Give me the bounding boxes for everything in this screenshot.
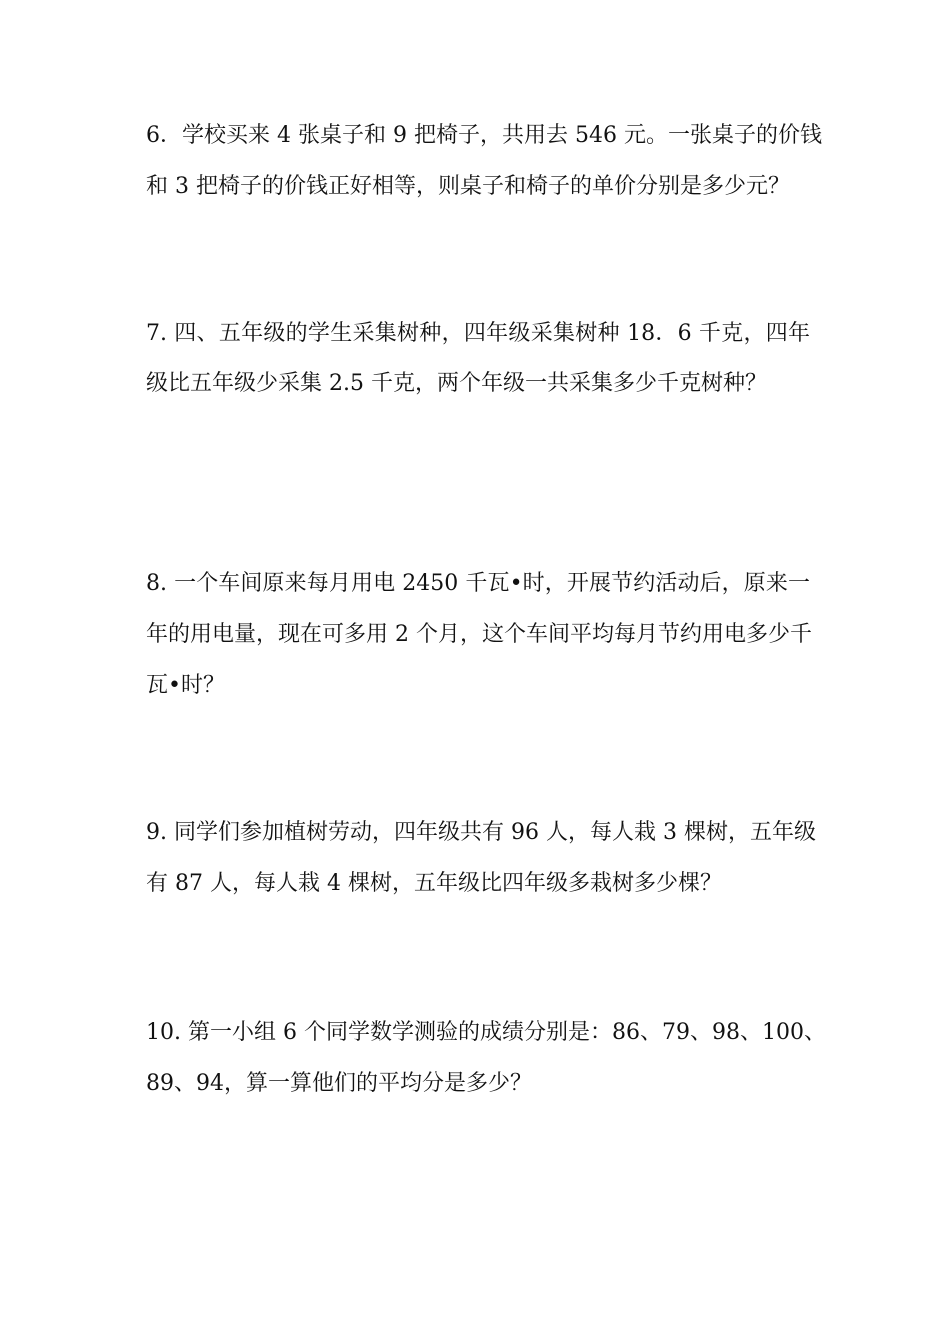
question-7-line-2: 级比五年级少采集 2.5 千克，两个年级一共采集多少千克树种？ (146, 371, 767, 396)
question-6-line-1: 6．学校买来 4 张桌子和 9 把椅子，共用去 546 元。一张桌子的价钱 (146, 123, 822, 148)
question-9 (146, 820, 816, 897)
question-7-line-1: 7. 四、五年级的学生采集树种，四年级采集树种 18．6 千克，四年 (146, 321, 810, 346)
question-10-line-1: 10. 第一小组 6 个同学数学测验的成绩分别是：86、79、98、100、 (146, 1020, 826, 1045)
question-8 (146, 571, 810, 699)
question-8-line-3: 瓦•时？ (146, 673, 225, 698)
question-9-line-2: 有 87 人，每人栽 4 棵树，五年级比四年级多栽树多少棵？ (146, 871, 722, 896)
question-6-line-2: 和 3 把椅子的价钱正好相等，则桌子和椅子的单价分别是多少元？ (146, 174, 790, 199)
question-8-line-1: 8. 一个车间原来每月用电 2450 千瓦•时，开展节约活动后，原来一 (146, 571, 810, 596)
question-10 (146, 1020, 826, 1097)
question-9-line-1: 9. 同学们参加植树劳动，四年级共有 96 人，每人栽 3 棵树，五年级 (146, 820, 816, 845)
question-10-line-2: 89、94，算一算他们的平均分是多少？ (146, 1071, 532, 1096)
question-6 (146, 123, 822, 200)
question-8-line-2: 年的用电量，现在可多用 2 个月，这个车间平均每月节约用电多少千 (146, 622, 812, 647)
question-7 (146, 321, 810, 397)
